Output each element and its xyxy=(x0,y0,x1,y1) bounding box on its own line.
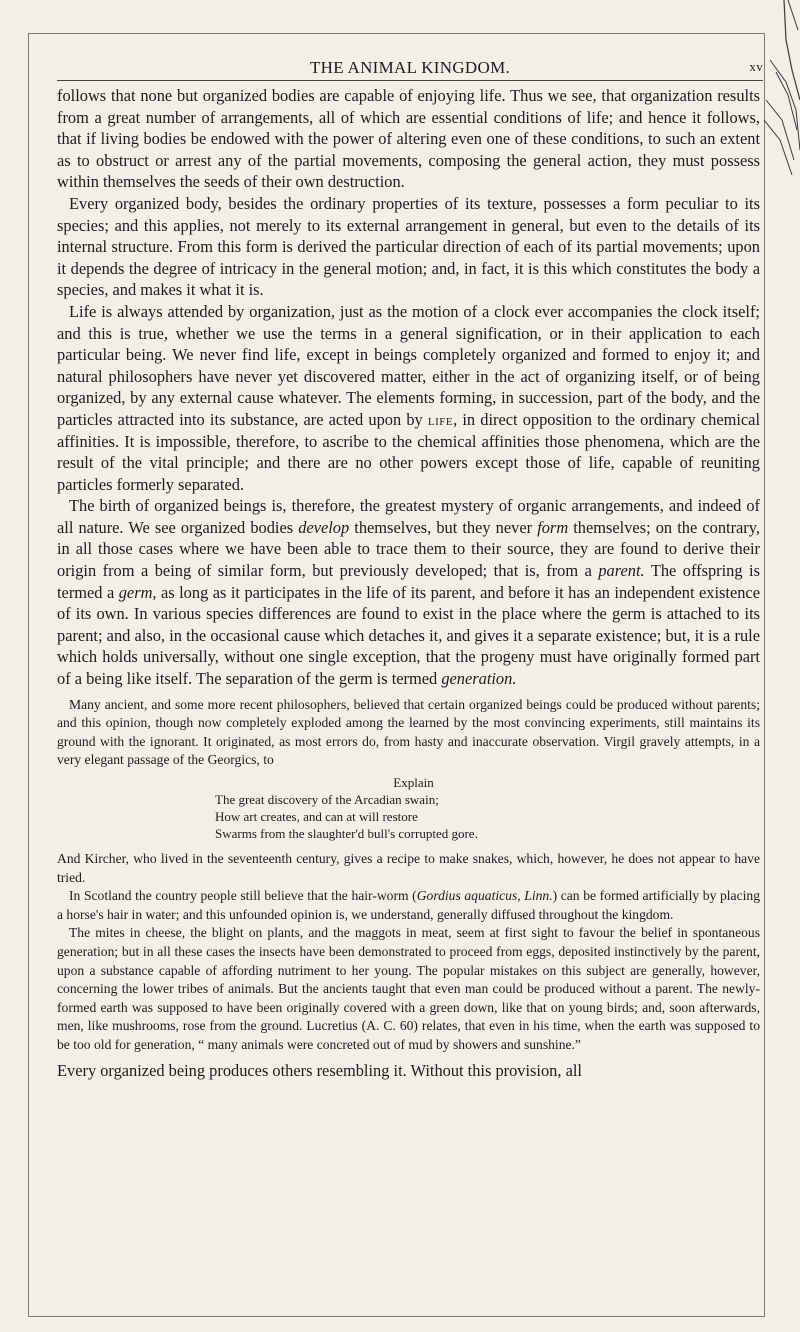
running-head xyxy=(57,58,763,78)
verse-line-1: The great discovery of the Arcadian swain; xyxy=(215,792,439,807)
verse-line-3: Swarms from the slaughter'd bull's corrupted gore. xyxy=(215,826,478,841)
footnote-block xyxy=(57,696,760,1055)
running-head-title: THE ANIMAL KINGDOM. xyxy=(309,58,511,77)
paragraph-4: The birth of organized beings is, therefore, the greatest mystery of organic arrangements, and indeed of all nature. We see organized bodies develop themselves, but they never form themselves; on the contrary, in all those cases where we have been able to trace them to their source, they are found to derive their origin from a being of similar form, but previously developed; that is, from a parent. The offspring is termed a germ, as long as it participates in the life of its parent, and before it has an independent existence of its own. In various species differences are found to exist in the place where the germ is attached to its parent; and also, in the occasional cause which detaches it, and gives it a separate existence; but, it is a rule which holds universally, without one single exception, that the progeny must have originally formed part of a being like itself. The separation of the germ is termed generation. xyxy=(57,496,760,689)
paragraph-2: Every organized body, besides the ordinary properties of its texture, possesses a form peculiar to its species; and this applies, not merely to its external arrangement in general, but even to the details of its internal structure. From this form is derived the particular direction of each of its partial movements; upon it depends the degree of intricacy in the general motion; and, in fact, it is this which constitutes the body a species, and makes it what it is. xyxy=(57,193,760,300)
term-life: life xyxy=(427,409,454,429)
verse-quote xyxy=(57,774,760,842)
note-paragraph-4: The mites in cheese, the blight on plants, and the maggots in meat, seem at first sight to favour the belief in spontaneous generation; but in all these cases the insects have been demonstrated to proceed from eggs, deposited instinctively by the parent, upon a substance capable of affording nutriment to her young. The popular mistakes on this subject are generally, however, concerning the lower tribes of animals. But the ancients taught that even man could be produced without a parent. The newly-formed earth was supposed to have been originally covered with a green down, like that on young birds; and, soon afterwards, men, like mushrooms, rose from the ground. Lucretius (A. C. 60) relates, that even in his time, when the earth was supposed to be too old for generation, “ many animals were concreted out of mud by showers and sunshine.” xyxy=(57,925,760,1052)
page-number: xv xyxy=(749,59,763,74)
note-paragraph-1: Many ancient, and some more recent philosophers, believed that certain organized beings could be produced without parents; and this opinion, though now completely exploded among the learned by the most convincing experiments, still maintains its ground with the ignorant. It originated, as most errors do, from hasty and inaccurate observation. Virgil gravely attempts, in a very elegant passage of the Georgics, to xyxy=(57,696,760,768)
paragraph-3: Life is always attended by organization, just as the motion of a clock ever accompanies the clock itself; and this is true, whether we use the terms in a general signification, or in their application to each particular being. We never find life, except in beings completely organized and formed to enjoy it; and natural philosophers have never yet discovered matter, either in the act of organizing itself, or of being organized, by any external cause whatever. The elements forming, in succession, part of the body, and the particles attracted into its substance, are acted upon by life, in direct opposition to the ordinary chemical affinities. It is impossible, therefore, to ascribe to the chemical affinities those phenomena, which are the result of the vital principle; and there are no other powers except those of life, capable of reuniting particles formerly separated. xyxy=(57,301,760,494)
header-rule xyxy=(57,80,763,81)
term-form: form xyxy=(537,517,569,537)
closing-line: Every organized being produces others resembling it. Without this provision, all xyxy=(57,1060,582,1080)
note-paragraph-2: And Kircher, who lived in the seventeenth century, gives a recipe to make snakes, which, however, he does not appear to have tried. xyxy=(57,851,760,885)
term-generation: generation. xyxy=(441,669,517,689)
main-text xyxy=(57,85,760,690)
page-body xyxy=(57,85,760,1081)
margin-ink-decoration xyxy=(762,0,800,190)
verse-heading: Explain xyxy=(393,775,434,790)
note-paragraph-3: In Scotland the country people still believe that the hair-worm (Gordius aquaticus, Linn.) can be formed artificially by placing a horse's hair in water; and this unfounded opinion is, we understand, generally diffused throughout the kingdom. xyxy=(57,888,760,922)
taxon-name: Gordius aquaticus, Linn. xyxy=(416,888,553,904)
paragraph-1: follows that none but organized bodies are capable of enjoying life. Thus we see, that organization results from a great number of arrangements, all of which are essential conditions of life; and hence it follows, that if living bodies be endowed with the power of altering even one of these conditions, to such an extent as to obstruct or arrest any of the partial movements, composing the general action, they must possess within themselves the seeds of their own destruction. xyxy=(57,86,760,192)
term-develop: develop xyxy=(298,517,350,537)
term-parent: parent. xyxy=(598,561,645,581)
verse-line-2: How art creates, and can at will restore xyxy=(215,809,418,824)
term-germ: germ, xyxy=(118,582,157,602)
